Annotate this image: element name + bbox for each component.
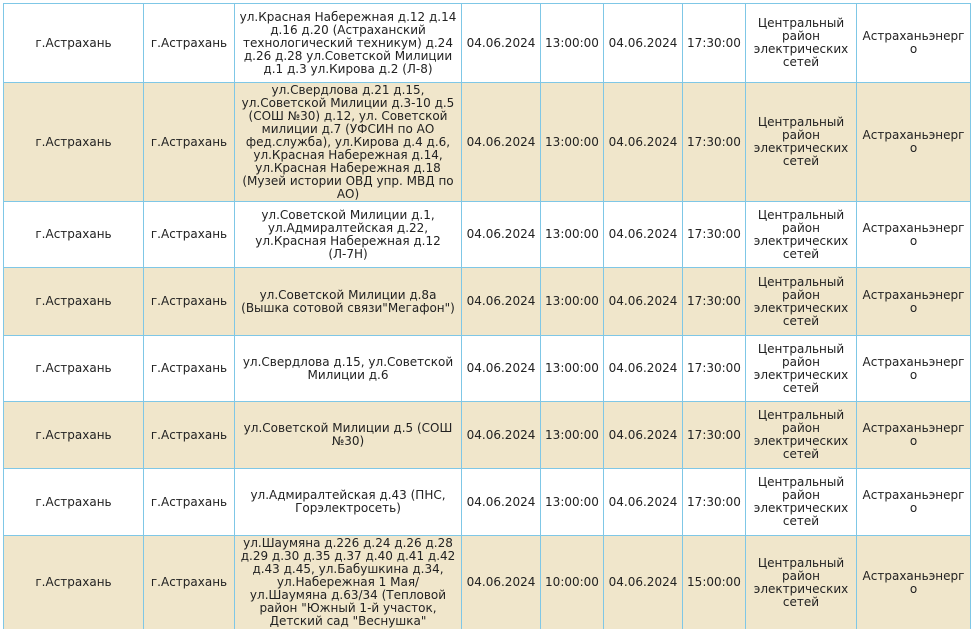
end-time-cell: 17:30:00 <box>682 201 745 267</box>
city-cell: г.Астрахань <box>3 201 143 267</box>
end-time-cell: 15:00:00 <box>682 535 745 629</box>
city-cell: г.Астрахань <box>3 82 143 201</box>
table-row <box>3 335 971 401</box>
end-time-cell: 17:30:00 <box>682 267 745 335</box>
start-time-cell: 13:00:00 <box>540 468 603 535</box>
company-cell: Астраханьэнерго <box>856 535 971 629</box>
start-time-cell: 13:00:00 <box>540 335 603 401</box>
table-row <box>3 535 971 629</box>
end-time-cell: 17:30:00 <box>682 468 745 535</box>
end-date-cell: 04.06.2024 <box>603 3 682 82</box>
end-date-cell: 04.06.2024 <box>603 335 682 401</box>
start-time-cell: 13:00:00 <box>540 267 603 335</box>
district-cell: Центральный район электрических сетей <box>745 3 856 82</box>
locality-cell: г.Астрахань <box>143 82 234 201</box>
locality-cell: г.Астрахань <box>143 267 234 335</box>
end-date-cell: 04.06.2024 <box>603 82 682 201</box>
company-cell: Астраханьэнерго <box>856 335 971 401</box>
company-cell: Астраханьэнерго <box>856 82 971 201</box>
end-time-cell: 17:30:00 <box>682 3 745 82</box>
end-date-cell: 04.06.2024 <box>603 468 682 535</box>
start-date-cell: 04.06.2024 <box>461 3 540 82</box>
city-cell: г.Астрахань <box>3 401 143 468</box>
address-cell: ул.Свердлова д.15, ул.Советской Милиции д.6 <box>234 335 461 401</box>
table-row <box>3 468 971 535</box>
outage-table-body <box>3 3 971 629</box>
end-date-cell: 04.06.2024 <box>603 267 682 335</box>
start-time-cell: 13:00:00 <box>540 201 603 267</box>
city-cell: г.Астрахань <box>3 335 143 401</box>
end-date-cell: 04.06.2024 <box>603 201 682 267</box>
table-row <box>3 401 971 468</box>
start-date-cell: 04.06.2024 <box>461 401 540 468</box>
address-cell: ул.Советской Милиции д.8а (Вышка сотовой связи"Мегафон") <box>234 267 461 335</box>
company-cell: Астраханьэнерго <box>856 3 971 82</box>
table-row <box>3 3 971 82</box>
locality-cell: г.Астрахань <box>143 401 234 468</box>
start-date-cell: 04.06.2024 <box>461 201 540 267</box>
start-time-cell: 10:00:00 <box>540 535 603 629</box>
locality-cell: г.Астрахань <box>143 3 234 82</box>
district-cell: Центральный район электрических сетей <box>745 468 856 535</box>
start-time-cell: 13:00:00 <box>540 3 603 82</box>
end-time-cell: 17:30:00 <box>682 82 745 201</box>
locality-cell: г.Астрахань <box>143 535 234 629</box>
company-cell: Астраханьэнерго <box>856 401 971 468</box>
district-cell: Центральный район электрических сетей <box>745 201 856 267</box>
start-time-cell: 13:00:00 <box>540 401 603 468</box>
address-cell: ул.Шаумяна д.226 д.24 д.26 д.28 д.29 д.30 д.35 д.37 д.40 д.41 д.42 д.43 д.45, ул.Бабушкина д.34, ул.Набережная 1 Мая/ ул.Шаумяна д.63/34 (Тепловой район "Южный 1-й участок, Детский сад "Веснушка" <box>234 535 461 629</box>
company-cell: Астраханьэнерго <box>856 201 971 267</box>
district-cell: Центральный район электрических сетей <box>745 335 856 401</box>
start-date-cell: 04.06.2024 <box>461 535 540 629</box>
end-time-cell: 17:30:00 <box>682 401 745 468</box>
city-cell: г.Астрахань <box>3 468 143 535</box>
table-row <box>3 201 971 267</box>
city-cell: г.Астрахань <box>3 267 143 335</box>
district-cell: Центральный район электрических сетей <box>745 401 856 468</box>
locality-cell: г.Астрахань <box>143 335 234 401</box>
district-cell: Центральный район электрических сетей <box>745 535 856 629</box>
address-cell: ул.Свердлова д.21 д.15, ул.Советской Милиции д.3-10 д.5 (СОШ №30) д.12, ул. Советской милиции д.7 (УФСИН по АО фед.служба), ул.Кирова д.4 д.6, ул.Красная Набережная д.14, ул.Красная Набережная д.18 (Музей истории ОВД упр. МВД по АО) <box>234 82 461 201</box>
start-date-cell: 04.06.2024 <box>461 82 540 201</box>
locality-cell: г.Астрахань <box>143 201 234 267</box>
district-cell: Центральный район электрических сетей <box>745 267 856 335</box>
city-cell: г.Астрахань <box>3 3 143 82</box>
district-cell: Центральный район электрических сетей <box>745 82 856 201</box>
address-cell: ул.Советской Милиции д.1, ул.Адмиралтейская д.22, ул.Красная Набережная д.12 (Л-7Н) <box>234 201 461 267</box>
company-cell: Астраханьэнерго <box>856 267 971 335</box>
address-cell: ул.Красная Набережная д.12 д.14 д.16 д.20 (Астраханский технологический техникум) д.24 д.26 д.28 ул.Советской Милиции д.1 д.3 ул.Кирова д.2 (Л-8) <box>234 3 461 82</box>
address-cell: ул.Советской Милиции д.5 (СОШ №30) <box>234 401 461 468</box>
start-date-cell: 04.06.2024 <box>461 267 540 335</box>
outage-table <box>3 3 971 629</box>
start-time-cell: 13:00:00 <box>540 82 603 201</box>
start-date-cell: 04.06.2024 <box>461 335 540 401</box>
city-cell: г.Астрахань <box>3 535 143 629</box>
end-date-cell: 04.06.2024 <box>603 535 682 629</box>
company-cell: Астраханьэнерго <box>856 468 971 535</box>
address-cell: ул.Адмиралтейская д.43 (ПНС, Горэлектросеть) <box>234 468 461 535</box>
table-row <box>3 82 971 201</box>
start-date-cell: 04.06.2024 <box>461 468 540 535</box>
end-date-cell: 04.06.2024 <box>603 401 682 468</box>
table-row <box>3 267 971 335</box>
end-time-cell: 17:30:00 <box>682 335 745 401</box>
locality-cell: г.Астрахань <box>143 468 234 535</box>
